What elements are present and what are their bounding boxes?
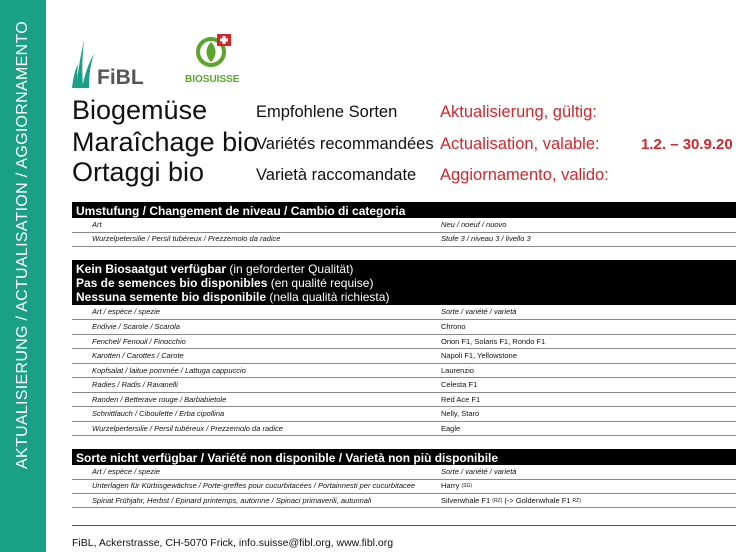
title-sub: Empfohlene Sorten <box>256 103 398 121</box>
column-header-species: Art / espèce / spezie <box>92 307 160 316</box>
column-header-variety: Sorte / variété / varietà <box>441 307 517 316</box>
variety-name: Silverwhale F1 <box>441 495 491 505</box>
row-species: Wurzelpertersilie / Persil tubéreux / Prezzemolo da radice <box>92 423 283 433</box>
row-species: Wurzelpetersilie / Persil tubéreux / Prezzemolo da radice <box>92 234 281 243</box>
section-heading-bold: Pas de semences bio disponibles <box>76 276 268 290</box>
title-main: Biogemüse <box>72 95 208 125</box>
table-row <box>72 479 736 494</box>
row-variety: Red Ace F1 <box>441 394 481 404</box>
table-row <box>72 364 736 379</box>
row-species: Unterlagen für Kürbisgewächse / Porte-greffes pour cucurbitacées / Portainnesti per cucurbitacee <box>92 481 416 490</box>
variety-code: (RZ) <box>492 497 503 504</box>
row-species: Fenchel/ Fenouil / Finocchio <box>92 336 186 346</box>
fibl-logo <box>70 38 150 90</box>
title-main: Maraîchage bio <box>72 127 259 157</box>
row-variety: Celesta F1 <box>441 380 478 389</box>
table-row <box>72 494 736 509</box>
column-header-species: Art <box>92 220 102 229</box>
row-species: Radies / Radis / Ravanelli <box>92 380 178 389</box>
biosuisse-logo-text: BIOSUISSE <box>185 74 240 85</box>
section-heading-no-organic-seed <box>72 260 736 305</box>
table-row <box>72 393 736 408</box>
table-row <box>72 407 736 422</box>
column-header-new: Neu / noeuf / nuovo <box>441 220 507 229</box>
column-header-variety: Sorte / variété / varietà <box>441 467 517 476</box>
table-row <box>72 232 736 247</box>
section-heading-level-change <box>72 202 736 218</box>
row-species: Spinat Frühjahr, Herbst / Epinard printemps, automne / Spinaci primaverili, autunnali <box>92 495 372 505</box>
variety-name: Harry <box>441 481 460 490</box>
column-header-species: Art / espèce / spezie <box>92 467 160 476</box>
footer-divider <box>72 525 736 526</box>
table-header <box>72 465 736 480</box>
table-row <box>72 335 736 350</box>
section-heading-bold: Nessuna semente bio disponibile <box>76 290 267 304</box>
row-species: Kopfsalat / laitue pommée / Lattuga cappuccio <box>92 365 246 375</box>
biosuisse-logo <box>183 34 249 88</box>
validity-date: 1.2. – 30.9.20 <box>641 136 733 153</box>
row-species: Endivie / Scarole / Scarola <box>92 322 180 331</box>
row-variety <box>441 494 581 508</box>
section-heading-normal: (nella qualità richiesta) <box>266 290 390 304</box>
table-header <box>72 218 736 233</box>
sidebar-text: AKTUALISIERUNG / ACTUALISATION / AGGIORNAMENTO <box>14 21 31 469</box>
title-update: Aggiornamento, valido: <box>440 166 609 184</box>
section-heading-normal: (in geforderter Qualität) <box>226 262 354 276</box>
table-header <box>72 305 736 320</box>
section-heading-bold: Sorte nicht verfügbar / Variété non disponible / Varietà non più disponibile <box>76 451 499 465</box>
row-variety: Eagle <box>441 423 461 433</box>
row-variety: Orion F1, Solaris F1, Rondo F1 <box>441 336 546 346</box>
row-variety <box>441 479 472 493</box>
section-heading-bold: Kein Biosaatgut verfügbar <box>76 262 227 276</box>
title-sub: Variétés recommandées <box>256 135 434 153</box>
row-value: Stufe 3 / niveau 3 / livello 3 <box>441 234 531 243</box>
table-row <box>72 422 736 437</box>
title-update: Actualisation, valable: <box>440 135 600 153</box>
table-row <box>72 378 736 393</box>
row-variety: Nelly, Staro <box>441 409 480 418</box>
section-heading-variety-unavailable <box>72 449 736 465</box>
title-update: Aktualisierung, gültig: <box>440 103 597 121</box>
section-heading-bold: Umstufung / Changement de niveau / Cambio di categoria <box>76 204 406 218</box>
table-row <box>72 349 736 364</box>
row-species: Randen / Betterave rouge / Barbabietole <box>92 394 227 404</box>
variety-code: (SG) <box>461 483 472 489</box>
row-variety: Chrono <box>441 322 466 331</box>
row-species: Karotten / Carottes / Carote <box>92 351 184 360</box>
fibl-logo-text: FiBL <box>97 66 144 89</box>
row-species: Schnittlauch / Ciboulette / Erba cipollina <box>92 409 225 418</box>
table-row <box>72 320 736 335</box>
footer-contact: FiBL, Ackerstrasse, CH-5070 Frick, info.suisse@fibl.org, www.fibl.org <box>72 537 394 549</box>
title-main: Ortaggi bio <box>72 157 205 187</box>
row-variety: Napoli F1, Yellowstone <box>441 351 517 360</box>
section-heading-normal: (en qualité requise) <box>267 276 374 290</box>
row-variety: Laurenzio <box>441 365 474 375</box>
replacement-variety: (-> Goldenwhale F1 <box>504 495 571 505</box>
replacement-code: RZ) <box>572 497 581 504</box>
title-sub: Varietà raccomandate <box>256 166 417 184</box>
